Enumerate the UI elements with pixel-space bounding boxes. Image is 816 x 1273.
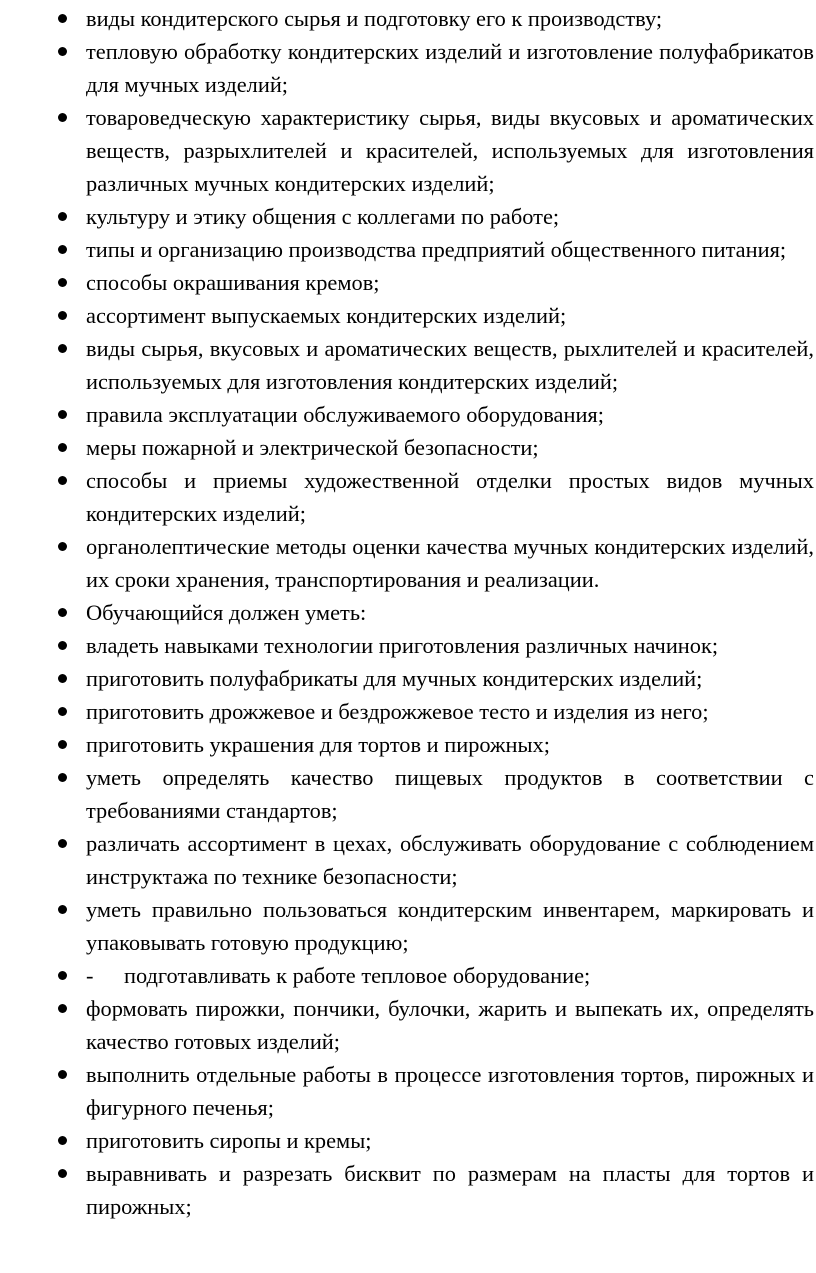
bullet-icon	[58, 464, 72, 497]
list-item	[0, 761, 814, 827]
list-item-text: культуру и этику общения с коллегами по работе;	[86, 204, 560, 229]
bullet-icon	[58, 662, 72, 695]
bullet-icon	[58, 827, 72, 860]
list-item	[0, 728, 814, 761]
bullet-icon	[58, 596, 72, 629]
bullet-icon	[58, 728, 72, 761]
list-item-text: тепловую обработку кондитерских изделий и изготовление полуфабрикатов для мучных изделий;	[86, 39, 814, 97]
bullet-icon	[58, 101, 72, 134]
bullet-icon	[58, 629, 72, 662]
list-item-text: правила эксплуатации обслуживаемого оборудования;	[86, 402, 604, 427]
list-item-text: выравнивать и разрезать бисквит по размерам на пласты для тортов и пирожных;	[86, 1161, 814, 1219]
list-item-text: Обучающийся должен уметь:	[86, 600, 367, 625]
list-item-text: приготовить дрожжевое и бездрожжевое тесто и изделия из него;	[86, 699, 709, 724]
list-item-text: приготовить сиропы и кремы;	[86, 1128, 372, 1153]
list-item	[0, 464, 814, 530]
list-item	[0, 959, 814, 992]
list-item	[0, 893, 814, 959]
bullet-icon	[58, 695, 72, 728]
list-item-text: типы и организацию производства предприятий общественного питания;	[86, 237, 787, 262]
list-item-text: подготавливать к работе тепловое оборудование;	[124, 963, 591, 988]
list-item	[0, 35, 814, 101]
list-item	[0, 695, 814, 728]
list-item-text: виды кондитерского сырья и подготовку его к производству;	[86, 6, 663, 31]
list-item-text: различать ассортимент в цехах, обслуживать оборудование с соблюдением инструктажа по технике безопасности;	[86, 831, 814, 889]
bullet-icon	[58, 332, 72, 365]
list-item-text: способы окрашивания кремов;	[86, 270, 380, 295]
list-item-text: владеть навыками технологии приготовления различных начинок;	[86, 633, 719, 658]
list-item-text: органолептические методы оценки качества мучных кондитерских изделий, их сроки хранения, транспортирования и реализации.	[86, 534, 814, 592]
bullet-icon	[58, 299, 72, 332]
list-item	[0, 398, 814, 431]
list-item-text: способы и приемы художественной отделки простых видов мучных кондитерских изделий;	[86, 468, 814, 526]
list-item	[0, 1157, 814, 1223]
bullet-icon	[58, 431, 72, 464]
bullet-icon	[58, 233, 72, 266]
list-item	[0, 992, 814, 1058]
bullet-list	[0, 2, 814, 1223]
list-item	[0, 101, 814, 200]
list-item	[0, 530, 814, 596]
list-item-text: уметь определять качество пищевых продуктов в соответствии с требованиями стандартов;	[86, 765, 814, 823]
bullet-icon	[58, 266, 72, 299]
bullet-icon	[58, 761, 72, 794]
list-item	[0, 1124, 814, 1157]
list-item-text: меры пожарной и электрической безопасности;	[86, 435, 539, 460]
bullet-icon	[58, 893, 72, 926]
bullet-icon	[58, 530, 72, 563]
list-item	[0, 332, 814, 398]
bullet-icon	[58, 35, 72, 68]
bullet-icon	[58, 992, 72, 1025]
list-item-text: приготовить украшения для тортов и пирожных;	[86, 732, 550, 757]
list-item-text: товароведческую характеристику сырья, виды вкусовых и ароматических веществ, разрыхлителей и красителей, используемых для изготовления различных мучных кондитерских изделий;	[86, 105, 814, 196]
bullet-icon	[58, 959, 72, 992]
list-item	[0, 596, 814, 629]
list-item	[0, 1058, 814, 1124]
list-item-text: приготовить полуфабрикаты для мучных кондитерских изделий;	[86, 666, 703, 691]
list-item-text: формовать пирожки, пончики, булочки, жарить и выпекать их, определять качество готовых изделий;	[86, 996, 814, 1054]
list-item	[0, 266, 814, 299]
bullet-icon	[58, 1157, 72, 1190]
bullet-icon	[58, 398, 72, 431]
list-item	[0, 233, 814, 266]
list-item	[0, 299, 814, 332]
list-item	[0, 431, 814, 464]
bullet-icon	[58, 2, 72, 35]
list-item	[0, 2, 814, 35]
list-item	[0, 827, 814, 893]
dash-marker: -	[86, 963, 94, 988]
list-item-text: виды сырья, вкусовых и ароматических веществ, рыхлителей и красителей, используемых для изготовления кондитерских изделий;	[86, 336, 814, 394]
list-item	[0, 200, 814, 233]
bullet-icon	[58, 200, 72, 233]
bullet-icon	[58, 1058, 72, 1091]
list-item-text: ассортимент выпускаемых кондитерских изделий;	[86, 303, 567, 328]
list-item-text: выполнить отдельные работы в процессе изготовления тортов, пирожных и фигурного печенья;	[86, 1062, 814, 1120]
list-item-text: уметь правильно пользоваться кондитерским инвентарем, маркировать и упаковывать готовую продукцию;	[86, 897, 814, 955]
list-item	[0, 629, 814, 662]
bullet-icon	[58, 1124, 72, 1157]
list-item	[0, 662, 814, 695]
